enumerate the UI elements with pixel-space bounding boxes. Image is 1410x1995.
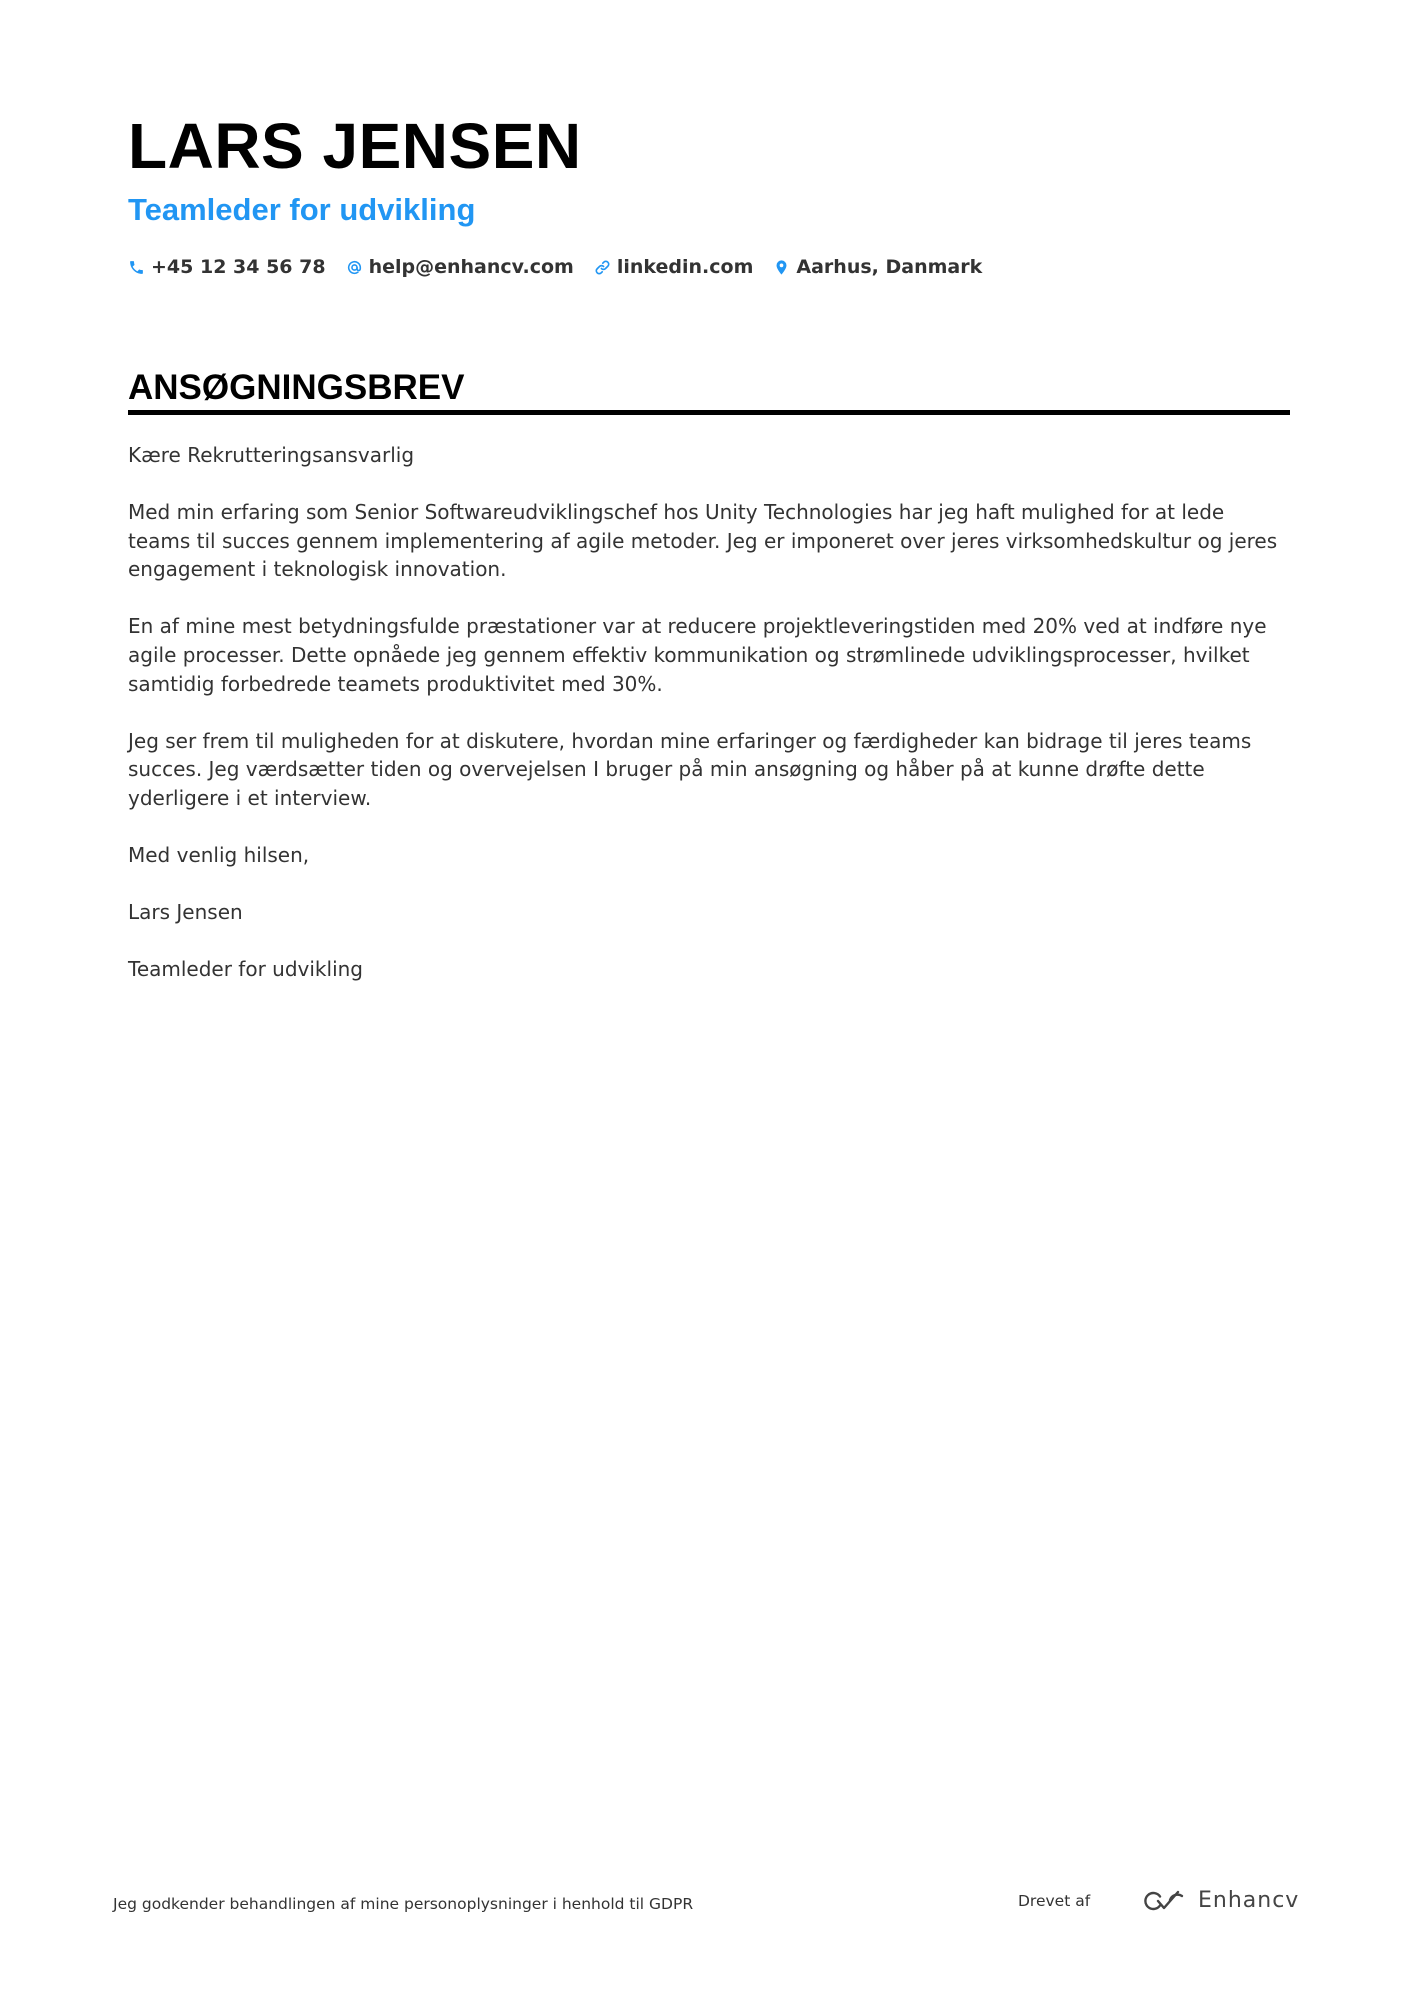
letter-body [128,441,1290,1012]
letter-closing: Med venlig hilsen, [128,842,310,867]
letter-greeting: Kære Rekrutteringsansvarlig [128,443,415,467]
section-divider [128,410,1290,415]
location-text: Aarhus, Danmark [796,256,983,278]
job-title: Teamleder for udvikling [128,192,476,227]
contact-info-row [128,252,982,282]
letter-paragraph: Jeg ser frem til muligheden for at diskutere, hvordan mine erfaringer og færdigheder kan bidrage til jeres teams succes. Jeg værdsætter tiden og overvejelsen I bruger på min ansøgning og håber på at kunne drøfte dette yderligere i et interview. [128,728,1252,810]
linkedin-link[interactable]: linkedin.com [616,256,754,278]
signature-title: Teamleder for udvikling [128,957,363,982]
link-icon [594,259,611,276]
letter-paragraph: En af mine mest betydningsfulde præstationer var at reducere projektleveringstiden med 20% ved at indføre nye agile processer. Dette opnåede jeg gennem effektiv kommunikation og strømlinede udviklingsprocesser, hvilket samtidig forbedrede teamets produktivitet med 30%. [128,614,1267,696]
enhancv-brand-name: Enhancv [1198,1888,1300,1913]
signature-name: Lars Jensen [128,900,243,925]
contact-phone [128,252,326,282]
enhancv-logo-icon [1138,1888,1186,1914]
gdpr-consent-text: Jeg godkender behandlingen af mine personoplysninger i henhold til GDPR [113,1895,694,1913]
contact-email[interactable] [346,252,574,282]
contact-location [773,252,982,282]
at-icon [346,259,363,276]
letter-paragraph: Med min erfaring som Senior Softwareudviklingschef hos Unity Technologies har jeg haft mulighed for at lede teams til succes gennem implementering af agile metoder. Jeg er imponeret over jeres virksomhedskultur og jeres engagement i teknologisk innovation. [128,500,1278,582]
section-title: ANSØGNINGSBREV [128,368,465,407]
phone-icon [128,259,145,276]
email-address[interactable]: help@enhancv.com [368,256,574,278]
contact-linkedin[interactable] [594,252,754,282]
powered-by-label: Drevet af [1018,1892,1091,1910]
enhancv-brand[interactable] [1138,1886,1299,1916]
applicant-name: LARS JENSEN [128,110,582,182]
phone-number: +45 12 34 56 78 [151,256,326,278]
location-pin-icon [773,259,790,276]
